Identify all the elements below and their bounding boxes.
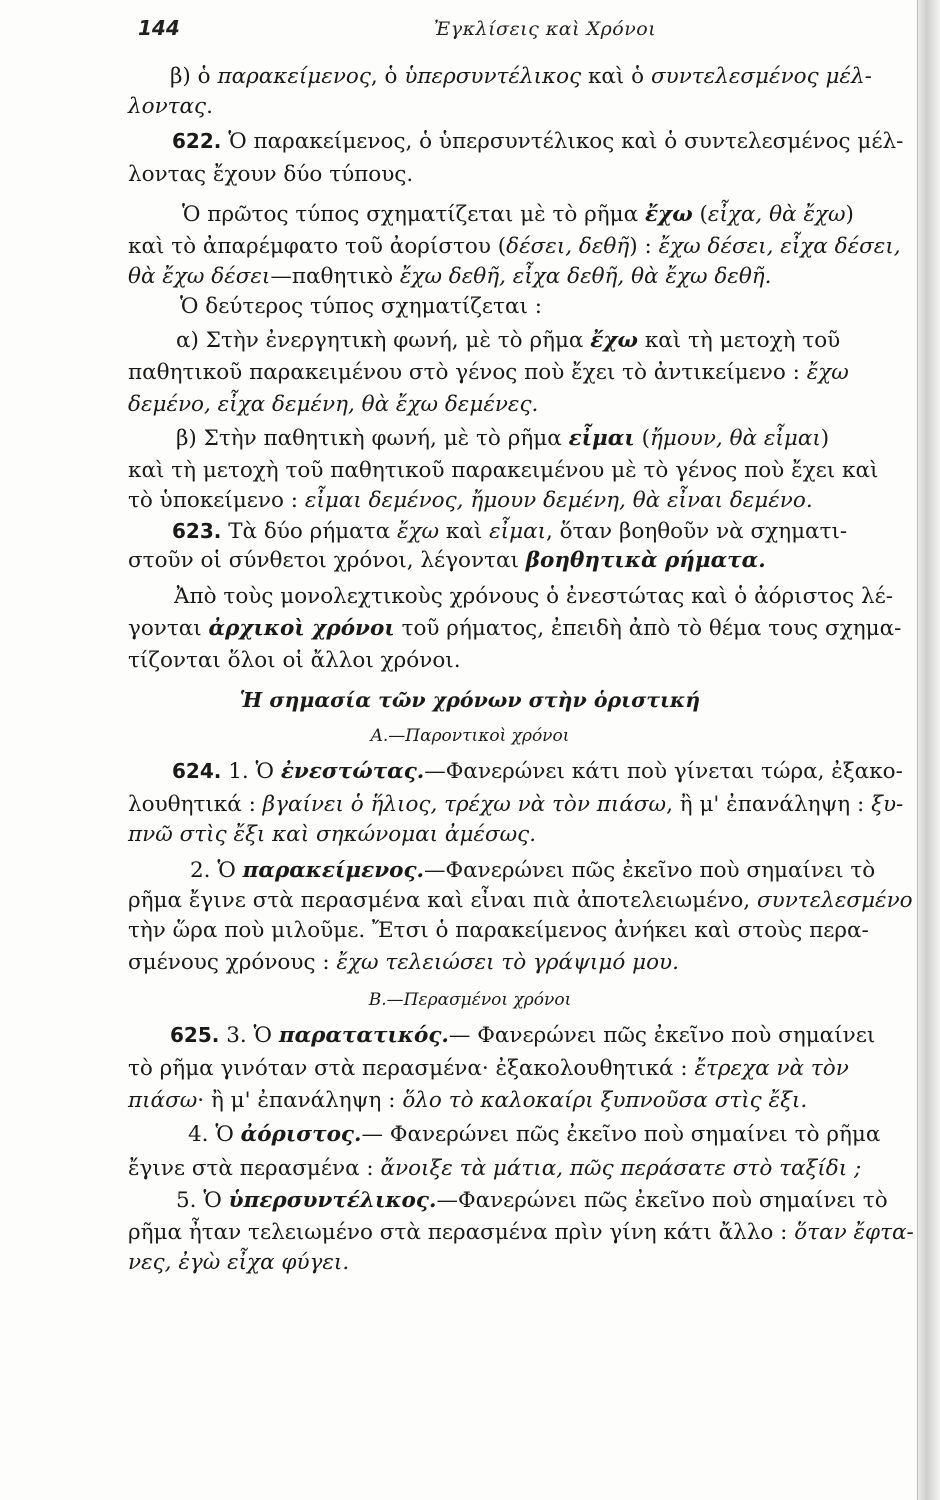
text-segment: Ὁ δεύτερος τύπος σχηματίζεται : — [180, 294, 542, 319]
text-line — [128, 358, 900, 388]
text-line — [182, 200, 900, 230]
text-line — [172, 516, 900, 547]
text-line — [128, 390, 900, 420]
text-segment: —Φανερώνει πῶς ἐκεῖνο ποὺ σημαίνει τὸ — [424, 858, 876, 883]
page-number: 144 — [138, 16, 180, 40]
paragraph-number: 622. — [172, 129, 222, 153]
text-segment: εἶμαι δεμένος, ἤμουν δεμένη, θὰ εἶναι δεμένο. — [304, 488, 813, 513]
text-segment: ἔχω — [806, 360, 849, 385]
text-line — [176, 1186, 900, 1216]
text-segment: εἶχα, θὰ ἔχω — [707, 202, 846, 227]
text-segment: ) : — [629, 234, 659, 259]
text-segment: στοῦν οἱ σύνθετοι χρόνοι, λέγονται — [128, 548, 526, 573]
text-line — [188, 1120, 900, 1150]
text-segment: καὶ τὴ μετοχὴ τοῦ παθητικοῦ παρακειμένου μὲ τὸ γένος ποὺ ἔχει καὶ — [128, 458, 879, 483]
text-segment: . — [206, 94, 213, 119]
text-segment: ἔχω — [396, 519, 440, 544]
text-line — [128, 486, 900, 516]
text-line — [128, 232, 900, 262]
text-segment: —Φανερώνει πῶς ἐκεῖνο ποὺ σημαίνει τὸ — [436, 1188, 888, 1213]
text-segment: σμένους χρόνους : — [128, 950, 337, 975]
running-title: Ἐγκλίσεις καὶ Χρόνοι — [434, 18, 657, 40]
text-segment: πνῶ στὶς ἔξι καὶ σηκώνομαι ἀμέσως. — [128, 822, 537, 847]
text-segment: β) Στὴν παθητικὴ φωνή, μὲ τὸ ρῆμα — [176, 426, 569, 451]
text-line — [128, 886, 913, 916]
text-segment: τὴν ὥρα ποὺ μιλοῦμε. Ἔτσι ὁ παρακείμενος ἀνήκει καὶ στοὺς περα- — [128, 918, 869, 943]
text-segment: ) — [820, 426, 830, 451]
text-segment: συντελεσμένο — [756, 888, 913, 913]
text-segment: γονται — [128, 616, 209, 641]
text-segment: 2. Ὁ — [190, 858, 243, 883]
text-segment: ἔχω — [590, 328, 638, 353]
text-segment: τίζονται ὅλοι οἱ ἄλλοι χρόνοι. — [128, 648, 461, 673]
paragraph-number: 625. — [170, 1023, 220, 1047]
text-segment: τὸ ρῆμα γινόταν στὰ περασμένα· ἐξακολουθητικά : — [128, 1056, 695, 1081]
text-segment: καὶ — [439, 519, 490, 544]
text-segment: ὅταν ἔφτα- — [794, 1220, 914, 1245]
text-segment: β) ὁ — [170, 64, 218, 89]
text-segment: ἔχω δεθῆ, εἶχα δεθῆ, θὰ ἔχω δεθῆ. — [399, 264, 772, 289]
text-segment: ἔτρεχα νὰ τὸν — [694, 1056, 849, 1081]
text-segment: ) — [845, 202, 854, 227]
text-line — [172, 126, 904, 157]
text-line — [128, 1054, 900, 1084]
text-segment: καὶ ὁ — [581, 64, 651, 89]
text-segment: ἐνεστώτας. — [280, 759, 425, 784]
text-line — [172, 756, 903, 787]
text-segment: ἀόριστος. — [240, 1122, 362, 1147]
text-segment: εἶμαι — [489, 519, 547, 544]
text-line — [176, 326, 900, 356]
text-segment: παρακείμενος — [217, 64, 371, 89]
text-segment: Ὁ πρῶτος τύπος σχηματίζεται μὲ τὸ ρῆμα — [182, 202, 645, 227]
text-line — [128, 456, 900, 486]
text-segment: ( — [692, 202, 708, 227]
paragraph-number: 624. — [172, 759, 222, 783]
text-line — [170, 1020, 900, 1051]
text-segment: λοντας ἔχουν δύο τύπους. — [128, 162, 414, 187]
text-segment: α) Στὴν ἐνεργητικὴ φωνή, μὲ τὸ ρῆμα — [176, 328, 591, 353]
text-segment: τὸ ὑποκείμενο : — [128, 488, 305, 513]
text-segment: ἄνοιξε τὰ μάτια, πῶς περάσατε στὸ ταξίδι ; — [380, 1156, 862, 1181]
text-segment: 3. Ὁ — [219, 1023, 279, 1048]
text-line — [128, 646, 900, 676]
text-segment: ρῆμα ἔγινε στὰ περασμένα καὶ εἶναι πιὰ ἀποτελειωμένο, — [128, 888, 757, 913]
text-segment: καὶ τὴ μετοχὴ τοῦ — [637, 328, 841, 353]
text-segment: ὑπερσυντέλικος — [404, 64, 582, 89]
subheading-past: Β.—Περασμένοι χρόνοι — [368, 990, 572, 1010]
text-segment: πιάσω — [128, 1088, 198, 1113]
text-segment: ὑπερσυντέλικος. — [228, 1188, 437, 1213]
text-segment: Ὁ παρακείμενος, ὁ ὑπερσυντέλικος καὶ ὁ συντελεσμένος μέλ- — [221, 129, 904, 154]
text-segment: 4. Ὁ — [188, 1122, 241, 1147]
text-line — [128, 160, 900, 190]
text-line — [190, 856, 900, 886]
text-segment: τοῦ ρήματος, ἐπειδὴ ἀπὸ τὸ θέμα τους σχημα- — [394, 616, 902, 641]
text-line — [128, 92, 900, 122]
text-line — [176, 424, 900, 454]
text-segment: , ἢ μ' ἐπανάληψη : — [666, 792, 872, 817]
text-line — [180, 292, 900, 322]
text-line — [128, 948, 900, 978]
text-line — [128, 820, 900, 850]
text-segment: · ἢ μ' ἐπανάληψη : — [197, 1088, 403, 1113]
text-segment: δέσει, δεθῆ — [506, 234, 630, 259]
text-line — [128, 546, 900, 576]
text-line — [128, 916, 900, 946]
text-segment: ἔχω τελειώσει τὸ γράψιμό μου. — [336, 950, 679, 975]
text-line — [128, 790, 904, 820]
text-segment: 5. Ὁ — [176, 1188, 229, 1213]
text-segment: 1. Ὁ — [221, 759, 281, 784]
text-segment: εἶμαι — [568, 426, 635, 451]
text-segment: θὰ ἔχω δέσει — [128, 264, 271, 289]
text-segment: ( — [634, 426, 650, 451]
text-segment: ρῆμα ἦταν τελειωμένο στὰ περασμένα πρὶν γίνη κάτι ἄλλο : — [128, 1220, 795, 1245]
text-segment: , ὅταν βοηθοῦν νὰ σχηματι- — [546, 519, 848, 544]
text-line — [174, 582, 900, 612]
text-line — [128, 1218, 914, 1248]
text-segment: ἔχω δέσει, εἶχα δέσει, — [658, 234, 901, 259]
text-segment: δεμένο, εἶχα δεμένη, θὰ ἔχω δεμένες. — [128, 392, 539, 417]
page-header — [0, 14, 900, 54]
text-segment: ἔχω — [644, 202, 693, 227]
text-segment: Τὰ δύο ρήματα — [221, 519, 397, 544]
book-spine-edge — [917, 0, 940, 1500]
text-segment: παρακείμενος. — [242, 858, 425, 883]
text-segment: —Φανερώνει κάτι ποὺ γίνεται τώρα, ἐξακο- — [424, 759, 903, 784]
text-segment: ξυ- — [871, 792, 904, 817]
text-segment: ἔγινε στὰ περασμένα : — [128, 1156, 381, 1181]
text-line — [170, 62, 900, 92]
subheading-present: Α.—Παροντικοὶ χρόνοι — [370, 726, 570, 746]
text-segment: παθητικοῦ παρακειμένου στὸ γένος ποὺ ἔχει τὸ ἀντικείμενο : — [128, 360, 807, 385]
text-line — [128, 1154, 900, 1184]
paragraph-number: 623. — [172, 519, 222, 543]
text-line — [128, 262, 900, 292]
text-segment: λουθητικά : — [128, 792, 263, 817]
text-segment: ὅλο τὸ καλοκαίρι ξυπνοῦσα στὶς ἔξι. — [402, 1088, 808, 1113]
text-segment: ἤμουν, θὰ εἶμαι — [649, 426, 821, 451]
text-segment: — Φανερώνει πῶς ἐκεῖνο ποὺ σημαίνει — [448, 1023, 876, 1048]
text-segment: λοντας — [128, 94, 207, 119]
text-segment: ἀρχικοὶ χρόνοι — [208, 616, 395, 641]
section-heading: Ἡ σημασία τῶν χρόνων στὴν ὁριστική — [239, 688, 701, 712]
text-segment: βοηθητικὰ ρήματα. — [525, 548, 766, 573]
text-segment: συντελεσμένος μέλ- — [650, 64, 872, 89]
text-segment: καὶ τὸ ἀπαρέμφατο τοῦ ἀορίστου ( — [128, 234, 507, 259]
text-segment: — Φανερώνει πῶς ἐκεῖνο ποὺ σημαίνει τὸ ρῆμα — [361, 1122, 881, 1147]
text-segment: —παθητικὸ — [270, 264, 400, 289]
text-segment: βγαίνει ὁ ἥλιος, τρέχω νὰ τὸν πιάσω — [262, 792, 667, 817]
text-segment: Ἀπὸ τοὺς μονολεχτικοὺς χρόνους ὁ ἐνεστώτας καὶ ὁ ἀόριστος λέ- — [174, 584, 894, 609]
text-segment: , ὁ — [370, 64, 405, 89]
text-segment: νες, ἐγὼ εἶχα φύγει. — [128, 1250, 350, 1275]
text-line — [128, 1248, 900, 1278]
text-line — [128, 1086, 900, 1116]
text-line — [128, 614, 900, 644]
text-segment: παρατατικός. — [278, 1023, 449, 1048]
